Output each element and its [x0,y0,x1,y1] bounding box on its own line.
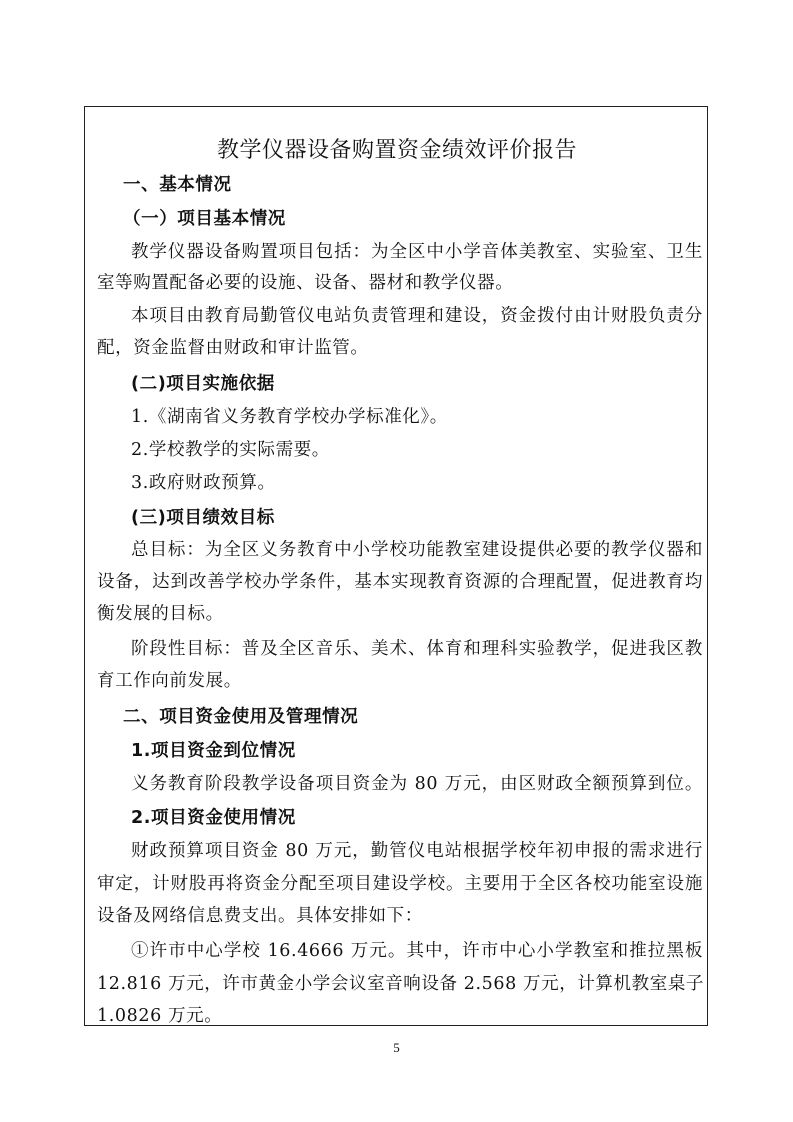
subsection-heading-fund-use: 2.项目资金使用情况 [131,808,296,828]
paragraph-line: 育工作向前发展。 [97,671,242,691]
paragraph-line: 12.816 万元，许市黄金小学会议室音响设备 2.568 万元，计算机教室桌子 [97,974,705,994]
paragraph-line: 审定，计财股再将资金分配至项目建设学校。主要用于全区各校功能室设施 [97,874,703,894]
paragraph-line: 设备及网络信息费支出。具体安排如下： [97,906,423,926]
section-heading-basic-info: 一、基本情况 [123,175,232,195]
paragraph-line: 室等购置配备必要的设施、设备、器材和教学仪器。 [97,273,514,293]
paragraph-line: 配，资金监督由财政和审计监管。 [97,338,369,358]
page-title: 教学仪器设备购置资金绩效评价报告 [216,138,577,163]
paragraph-line: 财政预算项目资金 80 万元，勤管仪电站根据学校年初申报的需求进行 [131,841,703,861]
subsection-heading-fund-arrival: 1.项目资金到位情况 [131,741,296,761]
paragraph-line: 阶段性目标：普及全区音乐、美术、体育和理科实验教学，促进我区教 [131,639,703,659]
section-heading-fund-usage: 二、项目资金使用及管理情况 [123,707,359,727]
subsection-heading-goals: (三)项目绩效目标 [131,508,275,528]
paragraph-line: 衡发展的目标。 [97,604,224,624]
paragraph-line: 本项目由教育局勤管仪电站负责管理和建设，资金拨付由计财股负责分 [131,306,703,326]
page-frame [84,106,708,1026]
list-item: 2.学校教学的实际需要。 [131,440,330,460]
paragraph-line: 总目标：为全区义务教育中小学校功能教室建设提供必要的教学仪器和 [131,540,703,560]
list-item: 3.政府财政预算。 [131,473,276,493]
page-number: 5 [393,1040,400,1055]
paragraph-line: 教学仪器设备购置项目包括：为全区中小学音体美教室、实验室、卫生 [131,242,703,262]
subsection-heading-project-basic: （一）项目基本情况 [123,209,286,229]
paragraph-line: 义务教育阶段教学设备项目资金为 80 万元，由区财政全额预算到位。 [131,774,703,794]
paragraph-line: 设备，达到改善学校办学条件，基本实现教育资源的合理配置，促进教育均 [97,572,703,592]
subsection-heading-basis: (二)项目实施依据 [131,374,275,394]
paragraph-line: 1.0826 万元。 [97,1006,223,1026]
list-item: 1.《湖南省义务教育学校办学标准化》。 [131,407,448,427]
paragraph-line: ①许市中心学校 16.4666 万元。其中，许市中心小学教室和推拉黑板 [131,941,703,961]
